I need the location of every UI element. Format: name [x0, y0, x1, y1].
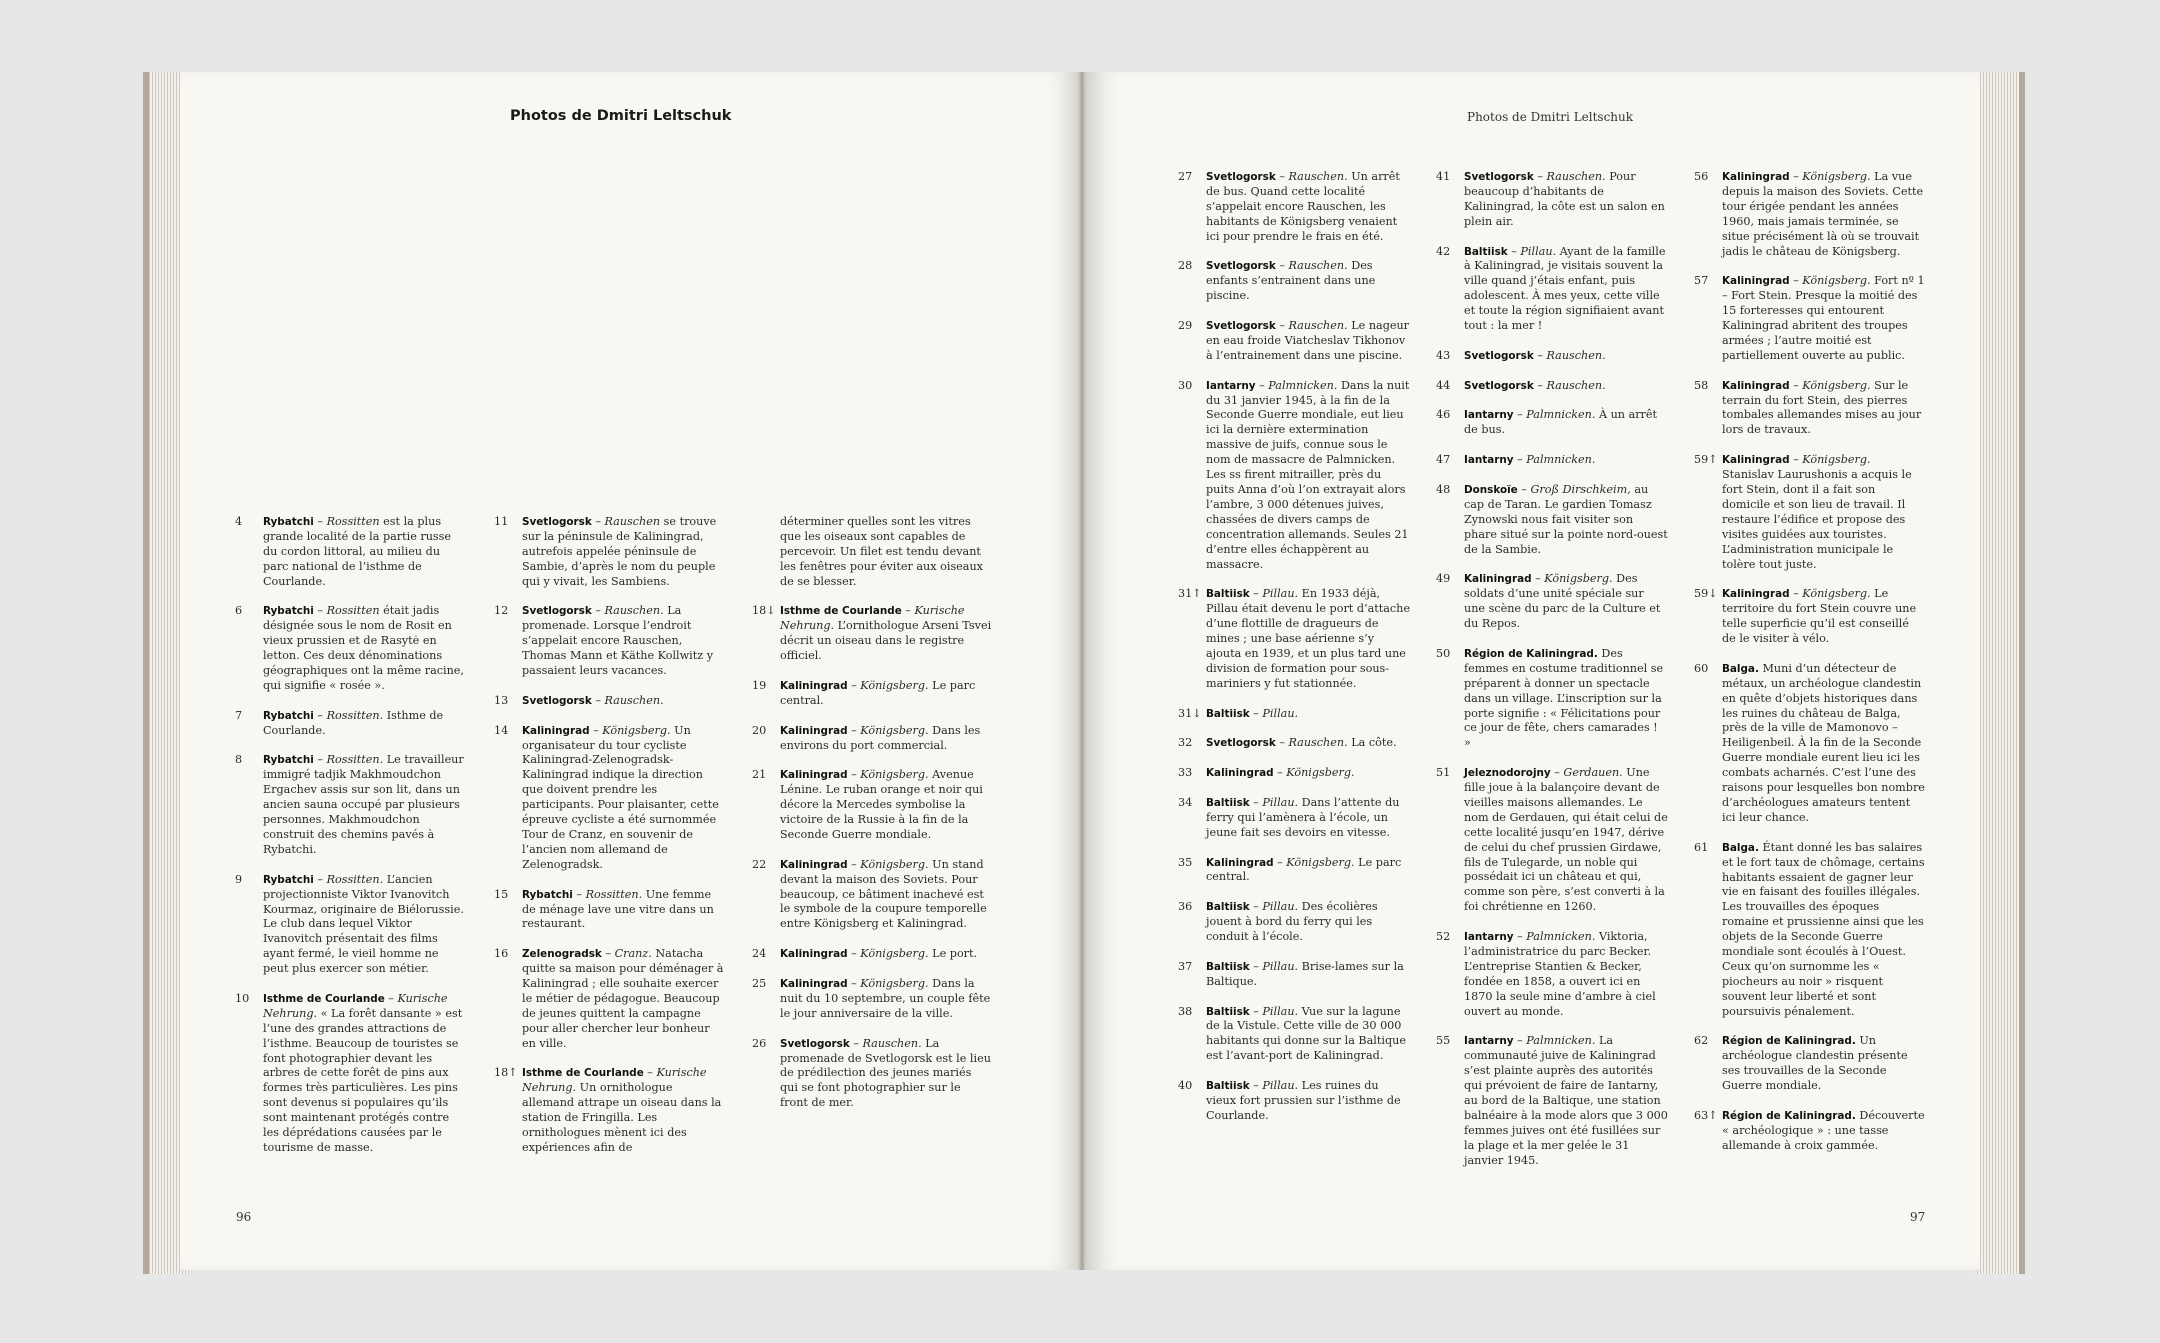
german-place-name: Kurische Nehrung.: [263, 991, 448, 1020]
photo-number: 32: [1178, 736, 1193, 750]
german-place-name: Pillau.: [1262, 795, 1299, 809]
photo-number: 55: [1436, 1034, 1451, 1048]
place-name: Kaliningrad: [1722, 171, 1790, 183]
place-name: Baltiisk: [1206, 707, 1250, 720]
place-name: Kaliningrad: [1206, 856, 1274, 869]
photo-caption: 20 Kaliningrad – Königsberg. Dans les environs du port commercial.: [752, 723, 981, 752]
place-name: Svetlogorsk: [1464, 349, 1534, 362]
photo-number: 38: [1178, 1004, 1193, 1018]
german-place-name: Rauschen.: [1288, 736, 1348, 750]
place-name: Svetlogorsk: [522, 516, 592, 528]
caption-text: « La forêt dansante » est l’une des grandes attractions de l’isthme. Beaucoup de touristes se font photographier devant les arbres de cette forêt de pins aux formes très particulières. Les pins sont devenus si populaires qu’ils sont maintenant protégés contre les déprédations causées par le tourisme de masse.: [263, 1006, 463, 1154]
place-name: Baltiisk: [1206, 960, 1250, 973]
photo-number: 28: [1178, 259, 1193, 273]
place-name: Kaliningrad: [780, 977, 848, 990]
book-gutter: [1078, 72, 1086, 1270]
caption-text: Avenue Lénine. Le ruban orange et noir qui décore la Mercedes symbolise la victoire de la Russie à la fin de la Seconde Guerre mondiale.: [780, 768, 983, 841]
photo-number: 26: [752, 1036, 767, 1050]
german-place-name: Palmnicken.: [1268, 378, 1338, 392]
photo-caption: 55 Iantarny – Palmnicken. La communauté juive de Kaliningrad s’est plainte auprès des autorités qui prévoient de faire de Iantarny, au bord de la Baltique, une station balnéaire à la mode alors que 3 000 femmes juives ont été fusillées sur la plage et la mer gelée le 31 janvier 1945.: [1436, 1034, 1668, 1167]
caption-text: La communauté juive de Kaliningrad s’est plainte auprès des autorités qui prévoient de faire de Iantarny, au bord de la Baltique, une station balnéaire à la mode alors que 3 000 femmes juives ont été fusillées sur la plage et la mer gelée le 31 janvier 1945.: [1464, 1034, 1668, 1167]
photo-caption: 18↓ Isthme de Courlande – Kurische Nehrung. L’ornithologue Arseni Tsvei décrit un oiseau dans le registre officiel.: [752, 604, 992, 663]
photo-caption: 25 Kaliningrad – Königsberg. Dans la nuit du 10 septembre, un couple fête le jour anniversaire de la ville.: [752, 976, 991, 1020]
place-name: Svetlogorsk: [780, 1037, 850, 1050]
photo-caption: 58 Kaliningrad – Königsberg. Sur le terrain du fort Stein, des pierres tombales allemandes mises au jour lors de travaux.: [1694, 378, 1922, 437]
caption-text: La vue depuis la maison des Soviets. Cette tour érigée pendant les années 1960, mais jamais terminée, se situe précisément là où se trouvait jadis le château de Königsberg.: [1722, 170, 1924, 258]
german-place-name: Königsberg.: [860, 678, 929, 692]
photo-caption: [1694, 841, 1926, 1020]
german-place-name: Rauschen.: [604, 693, 664, 707]
place-name: Donskoïe: [1464, 483, 1518, 496]
photo-number: 36: [1178, 900, 1193, 914]
photo-caption: 13 Svetlogorsk – Rauschen.: [494, 693, 664, 707]
photo-number: 27: [1178, 170, 1193, 183]
photo-number: 18↓: [752, 604, 776, 618]
german-place-name: Rauschen.: [1546, 170, 1606, 183]
german-place-name: Pillau.: [1262, 706, 1299, 720]
caption-column-right-3: [1694, 170, 1926, 1169]
caption-text: En 1933 déjà, Pillau était devenu le port d’attache d’une flottille de dragueurs de mines ; une base aérienne s’y ajouta en 1939, et un plus tard une division de formation pour sous-mariniers y fut stationnée.: [1206, 587, 1410, 690]
photo-number: 63↑: [1694, 1108, 1718, 1122]
place-name: Balga.: [1722, 662, 1759, 675]
german-place-name: Pillau.: [1520, 244, 1557, 258]
photo-number: 61: [1694, 840, 1709, 854]
caption-text: L’ancien projectionniste Viktor Ivanovitch Kourmaz, originaire de Biélorussie. Le club dans lequel Viktor Ivanovitch présentait des films ayant fermé, le vieil homme ne peut plus exercer son métier.: [263, 872, 464, 976]
caption-text: Des enfants s’entrainent dans une piscine.: [1206, 259, 1376, 303]
place-name: Svetlogorsk: [522, 605, 592, 618]
photo-number: 51: [1436, 766, 1451, 780]
place-name: Balga.: [1722, 841, 1759, 854]
photo-caption: 26 Svetlogorsk – Rauschen. La promenade de Svetlogorsk est le lieu de prédilection des jeunes mariés qui se font photographier sur le front de mer.: [752, 1036, 991, 1110]
photo-caption: 59↓ Kaliningrad – Königsberg. Le territoire du fort Stein couvre une telle superficie qu’il est conseillé de le visiter à vélo.: [1694, 587, 1917, 646]
german-place-name: Cranz.: [614, 947, 652, 961]
place-name: Baltiisk: [1206, 901, 1250, 914]
german-place-name: Rauschen.: [1546, 348, 1606, 362]
photo-number: 8: [235, 753, 243, 767]
german-place-name: Rossitten.: [326, 872, 384, 886]
place-name: Kaliningrad: [780, 724, 848, 737]
german-place-name: Pillau.: [1262, 1079, 1299, 1093]
caption-text: À un arrêt de bus.: [1464, 408, 1658, 437]
german-place-name: Palmnicken.: [1526, 1034, 1596, 1048]
caption-text: au cap de Taran. Le gardien Tomasz Zynowski nous fait visiter son phare situé sur la pointe nord-ouest de la Sambie.: [1464, 482, 1668, 556]
german-place-name: Rauschen.: [1546, 378, 1606, 392]
german-place-name: Pillau.: [1262, 587, 1299, 601]
place-name: Zelenogradsk: [522, 948, 602, 961]
place-name: Kaliningrad: [780, 858, 848, 871]
photo-caption: 41 Svetlogorsk – Rauschen. Pour beaucoup d’habitants de Kaliningrad, la côte est un salon en plein air.: [1436, 170, 1665, 228]
german-place-name: Groß Dirschkeim,: [1530, 482, 1631, 496]
photo-caption: 11 Svetlogorsk – Rauschen se trouve sur la péninsule de Kaliningrad, autrefois appelée péninsule de Sambie, d’après le nom du peuple qui y vivait, les Sambiens.: [494, 515, 717, 588]
caption-text: Le travailleur immigré tadjik Makhmoudchon Ergachev assis sur son lit, dans un ancien sauna occupé par plusieurs personnes. Makhmoudchon construit des chemins pavés à Rybatchi.: [263, 753, 464, 856]
photo-caption: 46 Iantarny – Palmnicken. À un arrêt de bus.: [1436, 408, 1658, 437]
photo-caption: 10 Isthme de Courlande – Kurische Nehrung. « La forêt dansante » est l’une des grandes attractions de l’isthme. Beaucoup de touristes se font photographier devant les arbres de cette forêt de pins aux formes très particulières. Les pins sont devenus si populaires qu’ils sont maintenant protégés contre les déprédations causées par le tourisme de masse.: [235, 991, 463, 1154]
photo-number: 41: [1436, 170, 1451, 183]
photo-number: 56: [1694, 170, 1709, 183]
german-place-name: Gerdauen.: [1563, 766, 1623, 780]
photo-number: 35: [1178, 855, 1193, 869]
place-name: Kaliningrad: [522, 724, 590, 737]
german-place-name: Kurische Nehrung.: [780, 604, 965, 633]
caption-continuation: [752, 515, 992, 590]
photo-number: 62: [1694, 1034, 1709, 1048]
photo-number: 57: [1694, 274, 1709, 288]
german-place-name: Rauschen.: [1288, 170, 1348, 183]
german-place-name: Palmnicken.: [1526, 453, 1596, 467]
caption-text: Des femmes en costume traditionnel se préparent à donner un spectacle dans un village. L’inscription sur la porte signifie : « Félicitations pour ce jour de fête, chers camarades ! »: [1464, 646, 1664, 750]
photo-caption: 15 Rybatchi – Rossitten. Une femme de ménage lave une vitre dans un restaurant.: [494, 887, 714, 931]
caption-column-right-2: [1436, 170, 1668, 1183]
place-name: Région de Kaliningrad.: [1722, 1035, 1856, 1048]
german-place-name: Rauschen.: [604, 604, 664, 618]
photo-number: 21: [752, 768, 767, 782]
caption-text: Le parc central.: [780, 678, 976, 707]
caption-text: Sur le terrain du fort Stein, des pierres tombales allemandes mises au jour lors de travaux.: [1722, 378, 1922, 437]
caption-text: Un archéologue clandestin présente ses trouvailles de la Seconde Guerre mondiale.: [1722, 1034, 1908, 1093]
german-place-name: Königsberg.: [860, 857, 929, 871]
place-name: Kaliningrad: [1464, 573, 1532, 586]
photo-number: 24: [752, 947, 767, 961]
photo-caption: 51 Jeleznodorojny – Gerdauen. Une fille joue à la balançoire devant de vieilles maisons allemandes. Le nom de Gerdauen, qui était celui de cette localité jusqu’en 1947, dérive de celui du chef prussien Girdawe, fils de Tulegarde, un noble qui possédait ici un château et qui, comme son père, s’est converti à la foi chrétienne en 1260.: [1436, 766, 1668, 914]
place-name: Rybatchi: [263, 709, 314, 722]
german-place-name: Kurische Nehrung.: [522, 1066, 707, 1095]
german-place-name: Königsberg.: [1802, 170, 1871, 183]
german-place-name: Königsberg.: [1802, 378, 1871, 392]
caption-text: Un ornithologue allemand attrape un oiseau dans la station de Fringilla. Les ornithologues mènent ici des expériences afin de: [522, 1081, 722, 1154]
caption-text: Un stand devant la maison des Soviets. Pour beaucoup, ce bâtiment inachevé est le symbole de la coupure temporelle entre Königsberg et Kaliningrad.: [780, 857, 987, 931]
place-name: Isthme de Courlande: [522, 1067, 644, 1080]
photo-caption: 7 Rybatchi – Rossitten. Isthme de Courlande.: [235, 708, 444, 737]
photo-caption: 31↓ Baltiisk – Pillau.: [1178, 706, 1299, 720]
caption-text: Le parc central.: [1206, 855, 1402, 884]
place-name: Région de Kaliningrad.: [1722, 1109, 1856, 1122]
photo-caption: 22 Kaliningrad – Königsberg. Un stand devant la maison des Soviets. Pour beaucoup, ce bâtiment inachevé est le symbole de la coupure temporelle entre Königsberg et Kaliningrad.: [752, 857, 987, 931]
photo-caption: 16 Zelenogradsk – Cranz. Natacha quitte sa maison pour déménager à Kaliningrad ; elle souhaite exercer le métier de pédagogue. Beaucoup de jeunes quittent la campagne pour aller chercher leur bonheur en ville.: [494, 947, 724, 1050]
place-name: Rybatchi: [263, 605, 314, 618]
german-place-name: Rossitten.: [585, 887, 643, 901]
place-name: Isthme de Courlande: [780, 605, 902, 618]
german-place-name: Rauschen.: [1288, 319, 1348, 333]
place-name: Svetlogorsk: [1206, 320, 1276, 333]
photo-caption: 35 Kaliningrad – Königsberg. Le parc central.: [1178, 855, 1402, 884]
photo-number: 37: [1178, 959, 1193, 973]
place-name: Baltiisk: [1464, 245, 1508, 258]
photo-number: 14: [494, 723, 509, 737]
photo-number: 40: [1178, 1079, 1193, 1093]
photo-number: 34: [1178, 795, 1193, 809]
book-page-edges-right: [1975, 72, 2025, 1274]
photo-number: 59↓: [1694, 587, 1718, 601]
photo-caption: 29 Svetlogorsk – Rauschen. Le nageur en eau froide Viatcheslav Tikhonov à l’entrainement dans une piscine.: [1178, 319, 1410, 362]
german-place-name: Königsberg.: [860, 947, 929, 961]
photo-number: 52: [1436, 930, 1451, 944]
german-place-name: Königsberg.: [1802, 453, 1871, 467]
place-name: Kaliningrad: [1722, 379, 1790, 392]
german-place-name: Palmnicken.: [1526, 930, 1596, 944]
caption-column-left-1: [235, 515, 465, 1171]
place-name: Kaliningrad: [1722, 275, 1790, 288]
photo-number: 18↑: [494, 1066, 518, 1080]
photo-number: 42: [1436, 244, 1451, 258]
caption-text: Étant donné les bas salaires et le fort taux de chômage, certains habitants essaient de gagner leur vie en faisant des fouilles illégales. Les trouvailles des époques romaine et prussienne ainsi que les objets de la Seconde Guerre mondiale sont écoulés à l’Ouest. Ceux qu’on surnomme les « piocheurs au noir » risquent souvent leur liberté et sont poursuivis pénalement.: [1722, 840, 1925, 1018]
photo-number: 9: [235, 872, 243, 886]
german-place-name: Königsberg.: [860, 976, 929, 990]
place-name: Rybatchi: [263, 516, 314, 528]
german-place-name: Pillau.: [1262, 900, 1299, 914]
photo-caption: 8 Rybatchi – Rossitten. Le travailleur immigré tadjik Makhmoudchon Ergachev assis sur son lit, dans un ancien sauna occupé par plusieurs personnes. Makhmoudchon construit des chemins pavés à Rybatchi.: [235, 753, 464, 856]
photo-caption: 33 Kaliningrad – Königsberg.: [1178, 766, 1355, 780]
german-place-name: Königsberg.: [860, 723, 929, 737]
caption-text: se trouve sur la péninsule de Kaliningrad, autrefois appelée péninsule de Sambie, d’après le nom du peuple qui y vivait, les Sambiens.: [522, 515, 717, 588]
german-place-name: Königsberg.: [1286, 766, 1355, 780]
photo-number: 50: [1436, 646, 1451, 660]
place-name: Région de Kaliningrad.: [1464, 647, 1598, 660]
caption-text: Viktoria, l’administratrice du parc Becker. L’entreprise Stantien & Becker, fondée en 1858, a ouvert ici en 1870 la seule mine d’ambre à ciel ouvert au monde.: [1464, 930, 1656, 1018]
photo-caption: 59↑ Kaliningrad – Königsberg. Stanislav Laurushonis a acquis le fort Stein, dont il a fait son domicile et son lieu de travail. Il restaure l’édifice et propose des visites guidées aux touristes. L’administration municipale le tolère tout juste.: [1694, 453, 1912, 571]
photo-caption: 21 Kaliningrad – Königsberg. Avenue Lénine. Le ruban orange et noir qui décore la Mercedes symbolise la victoire de la Russie à la fin de la Seconde Guerre mondiale.: [752, 768, 983, 841]
place-name: Iantarny: [1464, 1035, 1514, 1048]
german-place-name: Rossitten: [326, 604, 380, 618]
photo-number: 6: [235, 604, 243, 618]
caption-column-right-1: [1178, 170, 1410, 1139]
place-name: Svetlogorsk: [522, 694, 592, 707]
caption-text: Muni d’un détecteur de métaux, un archéologue clandestin en quête d’objets historiques dans les ruines du château de Balga, près de la ville de Mamonovo – Heiligenbeil. À la fin de la Seconde Guerre mondiale eurent lieu ici les combats acharnés. C’est l’une des raisons pour lesquelles bon nombre d’archéologues amateurs tentent ici leur chance.: [1722, 661, 1925, 824]
page-number-left: 96: [236, 1210, 252, 1224]
caption-text: Un organisateur du tour cycliste Kaliningrad-Zelenogradsk-Kaliningrad indique la direction que doivent prendre les participants. Pour plaisanter, cette épreuve cycliste a été surnommée Tour de Cranz, en souvenir de l’ancien nom allemand de Zelenogradsk.: [522, 723, 719, 871]
photo-caption: 9 Rybatchi – Rossitten. L’ancien projectionniste Viktor Ivanovitch Kourmaz, originaire de Biélorussie. Le club dans lequel Viktor Ivanovitch présentait des films ayant fermé, le vieil homme ne peut plus exercer son métier.: [235, 872, 464, 976]
photo-number: 25: [752, 976, 767, 990]
caption-column-left-2: [494, 515, 726, 1171]
photo-number: 33: [1178, 766, 1193, 780]
german-place-name: Königsberg.: [860, 768, 929, 782]
photo-number: 60: [1694, 661, 1709, 675]
photo-caption: [1694, 1109, 1926, 1154]
photo-caption: 4 Rybatchi – Rossitten est la plus grande localité de la partie russe du cordon littoral, au milieu du parc national de l’isthme de Courlande.: [235, 515, 452, 588]
caption-text: Dans l’attente du ferry qui l’amènera à l’école, un jeune fait ses devoirs en vitesse.: [1206, 795, 1400, 839]
photo-number: 20: [752, 723, 767, 737]
place-name: Svetlogorsk: [1464, 171, 1534, 183]
place-name: Svetlogorsk: [1206, 171, 1276, 183]
photo-caption: 32 Svetlogorsk – Rauschen. La côte.: [1178, 736, 1397, 750]
caption-text: Ayant de la famille à Kaliningrad, je visitais souvent la ville quand j’étais enfant, puis adolescent. À mes yeux, cette ville et toute la région signifiaient avant tout : la mer !: [1464, 244, 1666, 333]
place-name: Kaliningrad: [780, 769, 848, 782]
caption-text: Brise-lames sur la Baltique.: [1206, 959, 1404, 988]
caption-text: Le port.: [932, 947, 978, 961]
photo-caption: 30 Iantarny – Palmnicken. Dans la nuit du 31 janvier 1945, à la fin de la Seconde Guerre mondiale, eut lieu ici la dernière extermination massive de juifs, connue sous le nom de massacre de Palmnicken. Les ss firent mitrailler, près du puits Anna d’où l’on extrayait alors l’ambre, 3 000 détenues juives, chassées de divers camps de concentration allemands. Seules 21 d’entre elles échappèrent au massacre.: [1178, 378, 1410, 571]
place-name: Kaliningrad: [780, 679, 848, 692]
caption-text: Pour beaucoup d’habitants de Kaliningrad, la côte est un salon en plein air.: [1464, 170, 1665, 228]
caption-text: déterminer quelles sont les vitres que les oiseaux sont capables de percevoir. Un filet est tendu devant les fenêtres pour éviter aux oiseaux de se blesser.: [780, 515, 983, 588]
photo-number: 13: [494, 693, 509, 707]
caption-text: Des soldats d’une unité spéciale sur une scène du parc de la Culture et du Repos.: [1464, 572, 1661, 631]
photo-caption: 34 Baltiisk – Pillau. Dans l’attente du ferry qui l’amènera à l’école, un jeune fait ses devoirs en vitesse.: [1178, 795, 1400, 839]
place-name: Baltiisk: [1206, 1080, 1250, 1093]
german-place-name: Rauschen.: [862, 1036, 922, 1050]
german-place-name: Königsberg.: [1286, 855, 1355, 869]
photo-caption: 19 Kaliningrad – Königsberg. Le parc central.: [752, 678, 976, 707]
german-place-name: Palmnicken.: [1526, 408, 1596, 422]
photo-caption: 42 Baltiisk – Pillau. Ayant de la famille à Kaliningrad, je visitais souvent la ville quand j’étais enfant, puis adolescent. À mes yeux, cette ville et toute la région signifiaient avant tout : la mer !: [1436, 244, 1666, 333]
place-name: Baltiisk: [1206, 588, 1250, 601]
caption-text: Fort nº 1 – Fort Stein. Presque la moitié des 15 forteresses qui entourent Kaliningrad abritent des troupes armées ; l’autre moitié est partiellement ouverte au public.: [1722, 274, 1925, 362]
caption-text: Isthme de Courlande.: [263, 708, 444, 737]
place-name: Rybatchi: [263, 754, 314, 767]
photo-caption: 52 Iantarny – Palmnicken. Viktoria, l’administratrice du parc Becker. L’entreprise Stantien & Becker, fondée en 1858, a ouvert ici en 1870 la seule mine d’ambre à ciel ouvert au monde.: [1436, 930, 1656, 1018]
photo-number: 22: [752, 857, 767, 871]
left-page-title: Photos de Dmitri Leltschuk: [510, 108, 732, 124]
photo-caption: 28 Svetlogorsk – Rauschen. Des enfants s’entrainent dans une piscine.: [1178, 259, 1376, 303]
caption-text: Dans les environs du port commercial.: [780, 723, 981, 752]
photo-caption: 27 Svetlogorsk – Rauschen. Un arrêt de bus. Quand cette localité s’appelait encore Rauschen, les habitants de Königsberg venaient ici pour prendre le frais en été.: [1178, 170, 1400, 243]
photo-caption: 56 Kaliningrad – Königsberg. La vue depuis la maison des Soviets. Cette tour érigée pendant les années 1960, mais jamais terminée, se situe précisément là où se trouvait jadis le château de Königsberg.: [1694, 170, 1924, 258]
caption-text: Un arrêt de bus. Quand cette localité s’appelait encore Rauschen, les habitants de Königsberg venaient ici pour prendre le frais en été.: [1206, 170, 1400, 243]
caption-text: Stanislav Laurushonis a acquis le fort Stein, dont il a fait son domicile et son lieu de travail. Il restaure l’édifice et propose des visites guidées aux touristes. L’administration municipale le tolère tout juste.: [1722, 468, 1912, 571]
caption-text: Les ruines du vieux fort prussien sur l’isthme de Courlande.: [1206, 1079, 1401, 1122]
right-page-running-head: Photos de Dmitri Leltschuk: [1467, 110, 1634, 124]
photo-number: 19: [752, 678, 767, 692]
place-name: Iantarny: [1206, 379, 1256, 392]
place-name: Isthme de Courlande: [263, 992, 385, 1005]
page-number-right: 97: [1910, 1210, 1926, 1224]
caption-text: Vue sur la lagune de la Vistule. Cette ville de 30 000 habitants qui donne sur la Baltique est l’avant-port de Kaliningrad.: [1206, 1004, 1406, 1063]
photo-caption: 40 Baltiisk – Pillau. Les ruines du vieux fort prussien sur l’isthme de Courlande.: [1178, 1079, 1401, 1122]
photo-caption: 31↑ Baltiisk – Pillau. En 1933 déjà, Pillau était devenu le port d’attache d’une flottille de dragueurs de mines ; une base aérienne s’y ajouta en 1939, et un plus tard une division de formation pour sous-mariniers y fut stationnée.: [1178, 587, 1410, 690]
photo-number: 15: [494, 887, 509, 901]
place-name: Kaliningrad: [1206, 767, 1274, 780]
caption-text: Une femme de ménage lave une vitre dans un restaurant.: [522, 887, 714, 931]
photo-caption: 36 Baltiisk – Pillau. Des écolières jouent à bord du ferry qui les conduit à l’école.: [1178, 900, 1378, 944]
photo-caption: 14 Kaliningrad – Königsberg. Un organisateur du tour cycliste Kaliningrad-Zelenogradsk-Kaliningrad indique la direction que doivent prendre les participants. Pour plaisanter, cette épreuve cycliste a été surnommée Tour de Cranz, en souvenir de l’ancien nom allemand de Zelenogradsk.: [494, 723, 719, 871]
photo-number: 31↑: [1178, 587, 1202, 601]
photo-caption: 44 Svetlogorsk – Rauschen.: [1436, 378, 1606, 392]
german-place-name: Königsberg.: [602, 723, 671, 737]
caption-column-left-3: [752, 515, 992, 1126]
place-name: Rybatchi: [263, 873, 314, 886]
place-name: Iantarny: [1464, 454, 1514, 467]
caption-text: Des écolières jouent à bord du ferry qui les conduit à l’école.: [1206, 900, 1378, 944]
photo-number: 47: [1436, 453, 1451, 467]
photo-number: 30: [1178, 378, 1193, 392]
photo-number: 43: [1436, 348, 1451, 362]
photo-number: 12: [494, 604, 509, 618]
german-place-name: Pillau.: [1262, 959, 1299, 973]
caption-text: Le territoire du fort Stein couvre une telle superficie qu’il est conseillé de le visiter à vélo.: [1722, 587, 1917, 646]
photo-caption: 38 Baltiisk – Pillau. Vue sur la lagune de la Vistule. Cette ville de 30 000 habitants qui donne sur la Baltique est l’avant-port de Kaliningrad.: [1178, 1004, 1406, 1063]
place-name: Svetlogorsk: [1464, 379, 1534, 392]
photo-caption: [1694, 662, 1926, 826]
german-place-name: Rossitten: [326, 515, 380, 528]
photo-caption: 57 Kaliningrad – Königsberg. Fort nº 1 – Fort Stein. Presque la moitié des 15 forteresses qui entourent Kaliningrad abritent des troupes armées ; l’autre moitié est partiellement ouverte au public.: [1694, 274, 1925, 362]
german-place-name: Königsberg.: [1802, 587, 1871, 601]
photo-number: 7: [235, 708, 243, 722]
photo-number: 58: [1694, 378, 1709, 392]
caption-text: La promenade de Svetlogorsk est le lieu de prédilection des jeunes mariés qui se font photographier sur le front de mer.: [780, 1036, 991, 1110]
german-place-name: Rossitten.: [326, 708, 384, 722]
german-place-name: Rossitten.: [326, 753, 384, 767]
place-name: Baltiisk: [1206, 1005, 1250, 1018]
photo-number: 4: [235, 515, 243, 528]
german-place-name: Königsberg.: [1802, 274, 1871, 288]
caption-text: La côte.: [1351, 736, 1397, 750]
caption-text: Le nageur en eau froide Viatcheslav Tikhonov à l’entrainement dans une piscine.: [1206, 319, 1410, 362]
place-name: Iantarny: [1464, 409, 1514, 422]
photo-number: 48: [1436, 482, 1451, 496]
caption-text: La promenade. Lorsque l’endroit s’appelait encore Rauschen, Thomas Mann et Käthe Kollwitz y passaient leurs vacances.: [522, 604, 714, 678]
caption-text: Natacha quitte sa maison pour déménager à Kaliningrad ; elle souhaite exercer le métier de pédagogue. Beaucoup de jeunes quittent la campagne pour aller chercher leur bonheur en ville.: [522, 947, 724, 1050]
photo-number: 10: [235, 991, 250, 1005]
photo-caption: 12 Svetlogorsk – Rauschen. La promenade. Lorsque l’endroit s’appelait encore Rauschen, Thomas Mann et Käthe Kollwitz y passaient leurs vacances.: [494, 604, 714, 678]
place-name: Rybatchi: [522, 888, 573, 901]
caption-text: Une fille joue à la balançoire devant de vieilles maisons allemandes. Le nom de Gerdauen, qui était celui de cette localité jusqu’en 1947, dérive de celui du chef prussien Girdawe, fils de Tulegarde, un noble qui possédait ici un château et qui, comme son père, s’est converti à la foi chrétienne en 1260.: [1464, 766, 1668, 914]
photo-number: 59↑: [1694, 453, 1718, 467]
place-name: Jeleznodorojny: [1464, 767, 1551, 780]
photo-number: 44: [1436, 378, 1451, 392]
photo-caption: 48 Donskoïe – Groß Dirschkeim, au cap de Taran. Le gardien Tomasz Zynowski nous fait visiter son phare situé sur la pointe nord-ouest de la Sambie.: [1436, 482, 1668, 556]
caption-text: L’ornithologue Arseni Tsvei décrit un oiseau dans le registre officiel.: [780, 619, 992, 663]
photo-number: 31↓: [1178, 706, 1202, 720]
photo-number: 29: [1178, 319, 1193, 333]
caption-text: Dans la nuit du 10 septembre, un couple fête le jour anniversaire de la ville.: [780, 976, 991, 1020]
caption-text: Découverte « archéologique » : une tasse allemande à croix gammée.: [1722, 1108, 1925, 1152]
photo-caption: 24 Kaliningrad – Königsberg. Le port.: [752, 947, 978, 961]
photo-caption: 6 Rybatchi – Rossitten était jadis désignée sous le nom de Rosit en vieux prussien et de Rasytė en letton. Ces deux dénominations géographiques ont la même racine, qui signifie « rosée ».: [235, 604, 464, 692]
german-place-name: Rauschen.: [1288, 259, 1348, 273]
place-name: Svetlogorsk: [1206, 260, 1276, 273]
photo-caption: 43 Svetlogorsk – Rauschen.: [1436, 348, 1606, 362]
place-name: Svetlogorsk: [1206, 737, 1276, 750]
photo-caption: [1436, 647, 1668, 751]
caption-text: est la plus grande localité de la partie russe du cordon littoral, au milieu du parc national de l’isthme de Courlande.: [263, 515, 452, 588]
photo-caption: 47 Iantarny – Palmnicken.: [1436, 453, 1596, 467]
photo-number: 16: [494, 947, 509, 961]
photo-caption: 37 Baltiisk – Pillau. Brise-lames sur la Baltique.: [1178, 959, 1404, 988]
caption-text: était jadis désignée sous le nom de Rosit en vieux prussien et de Rasytė en letton. Ces deux dénominations géographiques ont la même racine, qui signifie « rosée ».: [263, 604, 464, 692]
photo-caption: 49 Kaliningrad – Königsberg. Des soldats d’une unité spéciale sur une scène du parc de la Culture et du Repos.: [1436, 572, 1661, 631]
photo-caption: [1694, 1034, 1926, 1094]
place-name: Iantarny: [1464, 931, 1514, 944]
german-place-name: Rauschen: [604, 515, 661, 528]
photo-caption: 18↑ Isthme de Courlande – Kurische Nehrung. Un ornithologue allemand attrape un oiseau dans la station de Fringilla. Les ornithologues mènent ici des expériences afin de: [494, 1066, 722, 1154]
german-place-name: Königsberg.: [1544, 572, 1613, 586]
place-name: Kaliningrad: [780, 948, 848, 961]
place-name: Kaliningrad: [1722, 588, 1790, 601]
place-name: Kaliningrad: [1722, 454, 1790, 467]
german-place-name: Pillau.: [1262, 1004, 1299, 1018]
place-name: Baltiisk: [1206, 796, 1250, 809]
photo-number: 11: [494, 515, 509, 528]
caption-text: Dans la nuit du 31 janvier 1945, à la fin de la Seconde Guerre mondiale, eut lieu ici la dernière extermination massive de juifs, connue sous le nom de massacre de Palmnicken. Les ss firent mitrailler, près du puits Anna d’où l’on extrayait alors l’ambre, 3 000 détenues juives, chassées de divers camps de concentration allemands. Seules 21 d’entre elles échappèrent au massacre.: [1206, 378, 1410, 571]
photo-number: 49: [1436, 572, 1451, 586]
photo-number: 46: [1436, 408, 1451, 422]
